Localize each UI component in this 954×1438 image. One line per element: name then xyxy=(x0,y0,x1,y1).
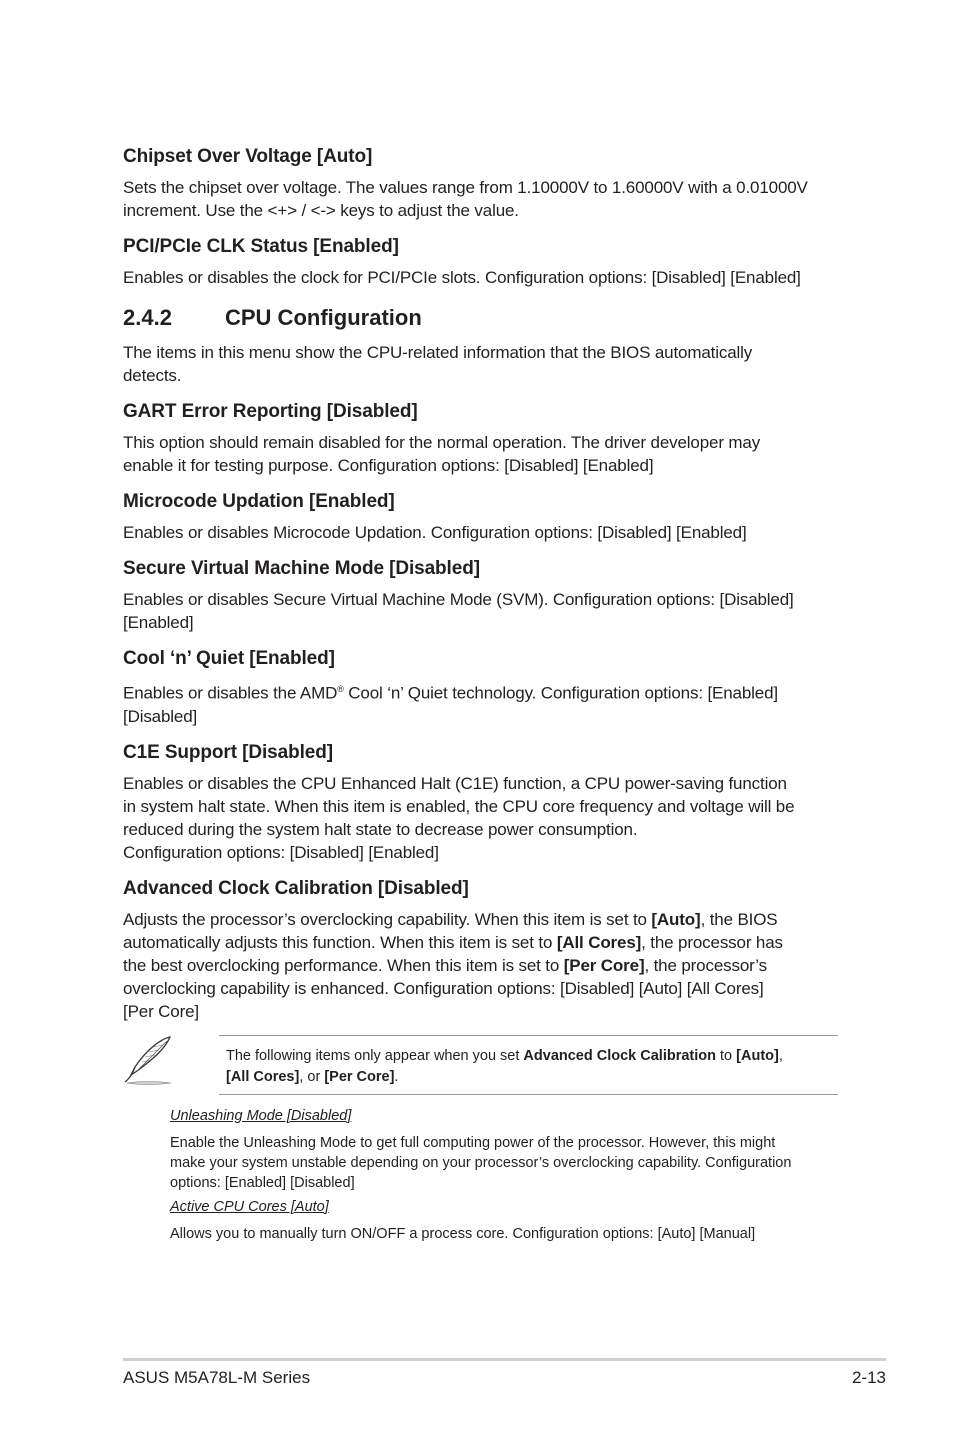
acc-all-cores-option: [All Cores] xyxy=(556,932,642,952)
acc-description xyxy=(123,908,838,1023)
note-auto-option: [Auto] xyxy=(736,1048,779,1064)
cpu-config-line-2: detects. xyxy=(123,366,182,385)
acc-heading: Advanced Clock Calibration [Disabled] xyxy=(123,877,469,899)
c1e-description xyxy=(123,772,838,864)
c1e-line-4: Configuration options: [Disabled] [Enabled] xyxy=(123,842,439,862)
gart-description xyxy=(123,431,838,477)
footer-divider xyxy=(123,1358,886,1361)
unleashing-title: Unleashing Mode [Disabled] xyxy=(170,1108,352,1124)
registered-mark: ® xyxy=(337,684,344,694)
page-number: 2-13 xyxy=(851,1368,886,1387)
c1e-line-2: in system halt state. When this item is enabled, the CPU core frequency and voltage will be xyxy=(123,796,795,816)
manual-content xyxy=(123,146,838,1037)
pci-heading: PCI/PCIe CLK Status [Enabled] xyxy=(123,236,399,257)
active-cores-title: Active CPU Cores [Auto] xyxy=(170,1199,329,1215)
acc-per-core-option: [Per Core] xyxy=(563,955,645,975)
c1e-heading: C1E Support [Disabled] xyxy=(123,741,333,763)
note-text xyxy=(226,1046,826,1088)
acc-line-3a: the best overclocking performance. When this item is set to xyxy=(123,955,564,975)
chipset-description xyxy=(123,176,838,222)
note-text-1: The following items only appear when you set xyxy=(226,1048,524,1064)
unleashing-line-3: options: [Enabled] [Disabled] xyxy=(170,1175,355,1191)
cnq-description xyxy=(123,678,838,728)
pen-icon xyxy=(123,1035,173,1087)
note-block xyxy=(123,1035,838,1095)
section-title: CPU Configuration xyxy=(225,305,422,330)
section-heading xyxy=(123,305,838,331)
acc-line-4: overclocking capability is enhanced. Configuration options: [Disabled] [Auto] [All Cores] xyxy=(123,978,764,998)
svm-heading: Secure Virtual Machine Mode [Disabled] xyxy=(123,558,480,579)
note-text-2: to xyxy=(716,1048,737,1064)
gart-line-1: This option should remain disabled for the normal operation. The driver developer may xyxy=(123,433,761,452)
unleashing-line-1: Enable the Unleashing Mode to get full computing power of the processor. However, this might xyxy=(170,1135,776,1151)
acc-auto-option: [Auto] xyxy=(651,909,701,929)
unleashing-description xyxy=(170,1133,838,1193)
c1e-line-3: reduced during the system halt state to decrease power consumption. xyxy=(123,819,638,839)
chipset-heading: Chipset Over Voltage [Auto] xyxy=(123,146,373,167)
note-text-3: , xyxy=(778,1048,783,1064)
chipset-line-1: Sets the chipset over voltage. The values range from 1.10000V to 1.60000V with a 0.01000V xyxy=(123,178,808,197)
acc-line-3c: , the processor’s xyxy=(644,955,767,975)
c1e-line-1: Enables or disables the CPU Enhanced Halt (C1E) function, a CPU power-saving function xyxy=(123,773,787,793)
note-text-5: . xyxy=(394,1069,399,1085)
svm-description xyxy=(123,588,838,634)
cnq-line-1b: Cool ‘n’ Quiet technology. Configuration options: [Enabled] xyxy=(343,683,778,703)
acc-line-1c: , the BIOS xyxy=(700,909,778,929)
microcode-description: Enables or disables Microcode Updation. Configuration options: [Disabled] [Enabled] xyxy=(123,523,747,542)
note-all-cores-option: [All Cores] xyxy=(226,1069,300,1085)
cnq-line-2: [Disabled] xyxy=(123,706,198,726)
microcode-heading: Microcode Updation [Enabled] xyxy=(123,491,395,512)
section-number: 2.4.2 xyxy=(123,305,172,330)
gart-line-2: enable it for testing purpose. Configuration options: [Disabled] [Enabled] xyxy=(123,456,654,475)
active-cores-description: Allows you to manually turn ON/OFF a process core. Configuration options: [Auto] [Manual] xyxy=(170,1226,756,1242)
cpu-config-description xyxy=(123,341,838,387)
acc-line-5: [Per Core] xyxy=(123,1001,199,1021)
note-per-core-option: [Per Core] xyxy=(324,1069,395,1085)
note-acc-label: Advanced Clock Calibration xyxy=(523,1048,716,1064)
pci-description: Enables or disables the clock for PCI/PCIe slots. Configuration options: [Disabled] [Enabled] xyxy=(123,268,801,287)
svm-line-2: [Enabled] xyxy=(123,613,194,632)
gart-heading: GART Error Reporting [Disabled] xyxy=(123,401,418,422)
active-cores-subsection xyxy=(170,1198,838,1244)
svm-line-1: Enables or disables Secure Virtual Machine Mode (SVM). Configuration options: [Disabled] xyxy=(123,590,794,609)
unleashing-line-2: make your system unstable depending on your processor’s overclocking capability. Configuration xyxy=(170,1155,792,1171)
acc-line-2a: automatically adjusts this function. When this item is set to xyxy=(123,932,557,952)
unleashing-subsection xyxy=(170,1107,838,1193)
cpu-config-line-1: The items in this menu show the CPU-related information that the BIOS automatically xyxy=(123,343,753,362)
note-box xyxy=(219,1035,838,1095)
chipset-line-2: increment. Use the <+> / <-> keys to adjust the value. xyxy=(123,201,519,220)
cnq-heading: Cool ‘n’ Quiet [Enabled] xyxy=(123,648,335,669)
acc-line-2c: , the processor has xyxy=(641,932,783,952)
note-text-4: , or xyxy=(299,1069,325,1085)
cnq-line-1a: Enables or disables the AMD xyxy=(123,683,338,703)
footer-product-name: ASUS M5A78L-M Series xyxy=(123,1368,311,1387)
acc-line-1a: Adjusts the processor’s overclocking capability. When this item is set to xyxy=(123,909,652,929)
